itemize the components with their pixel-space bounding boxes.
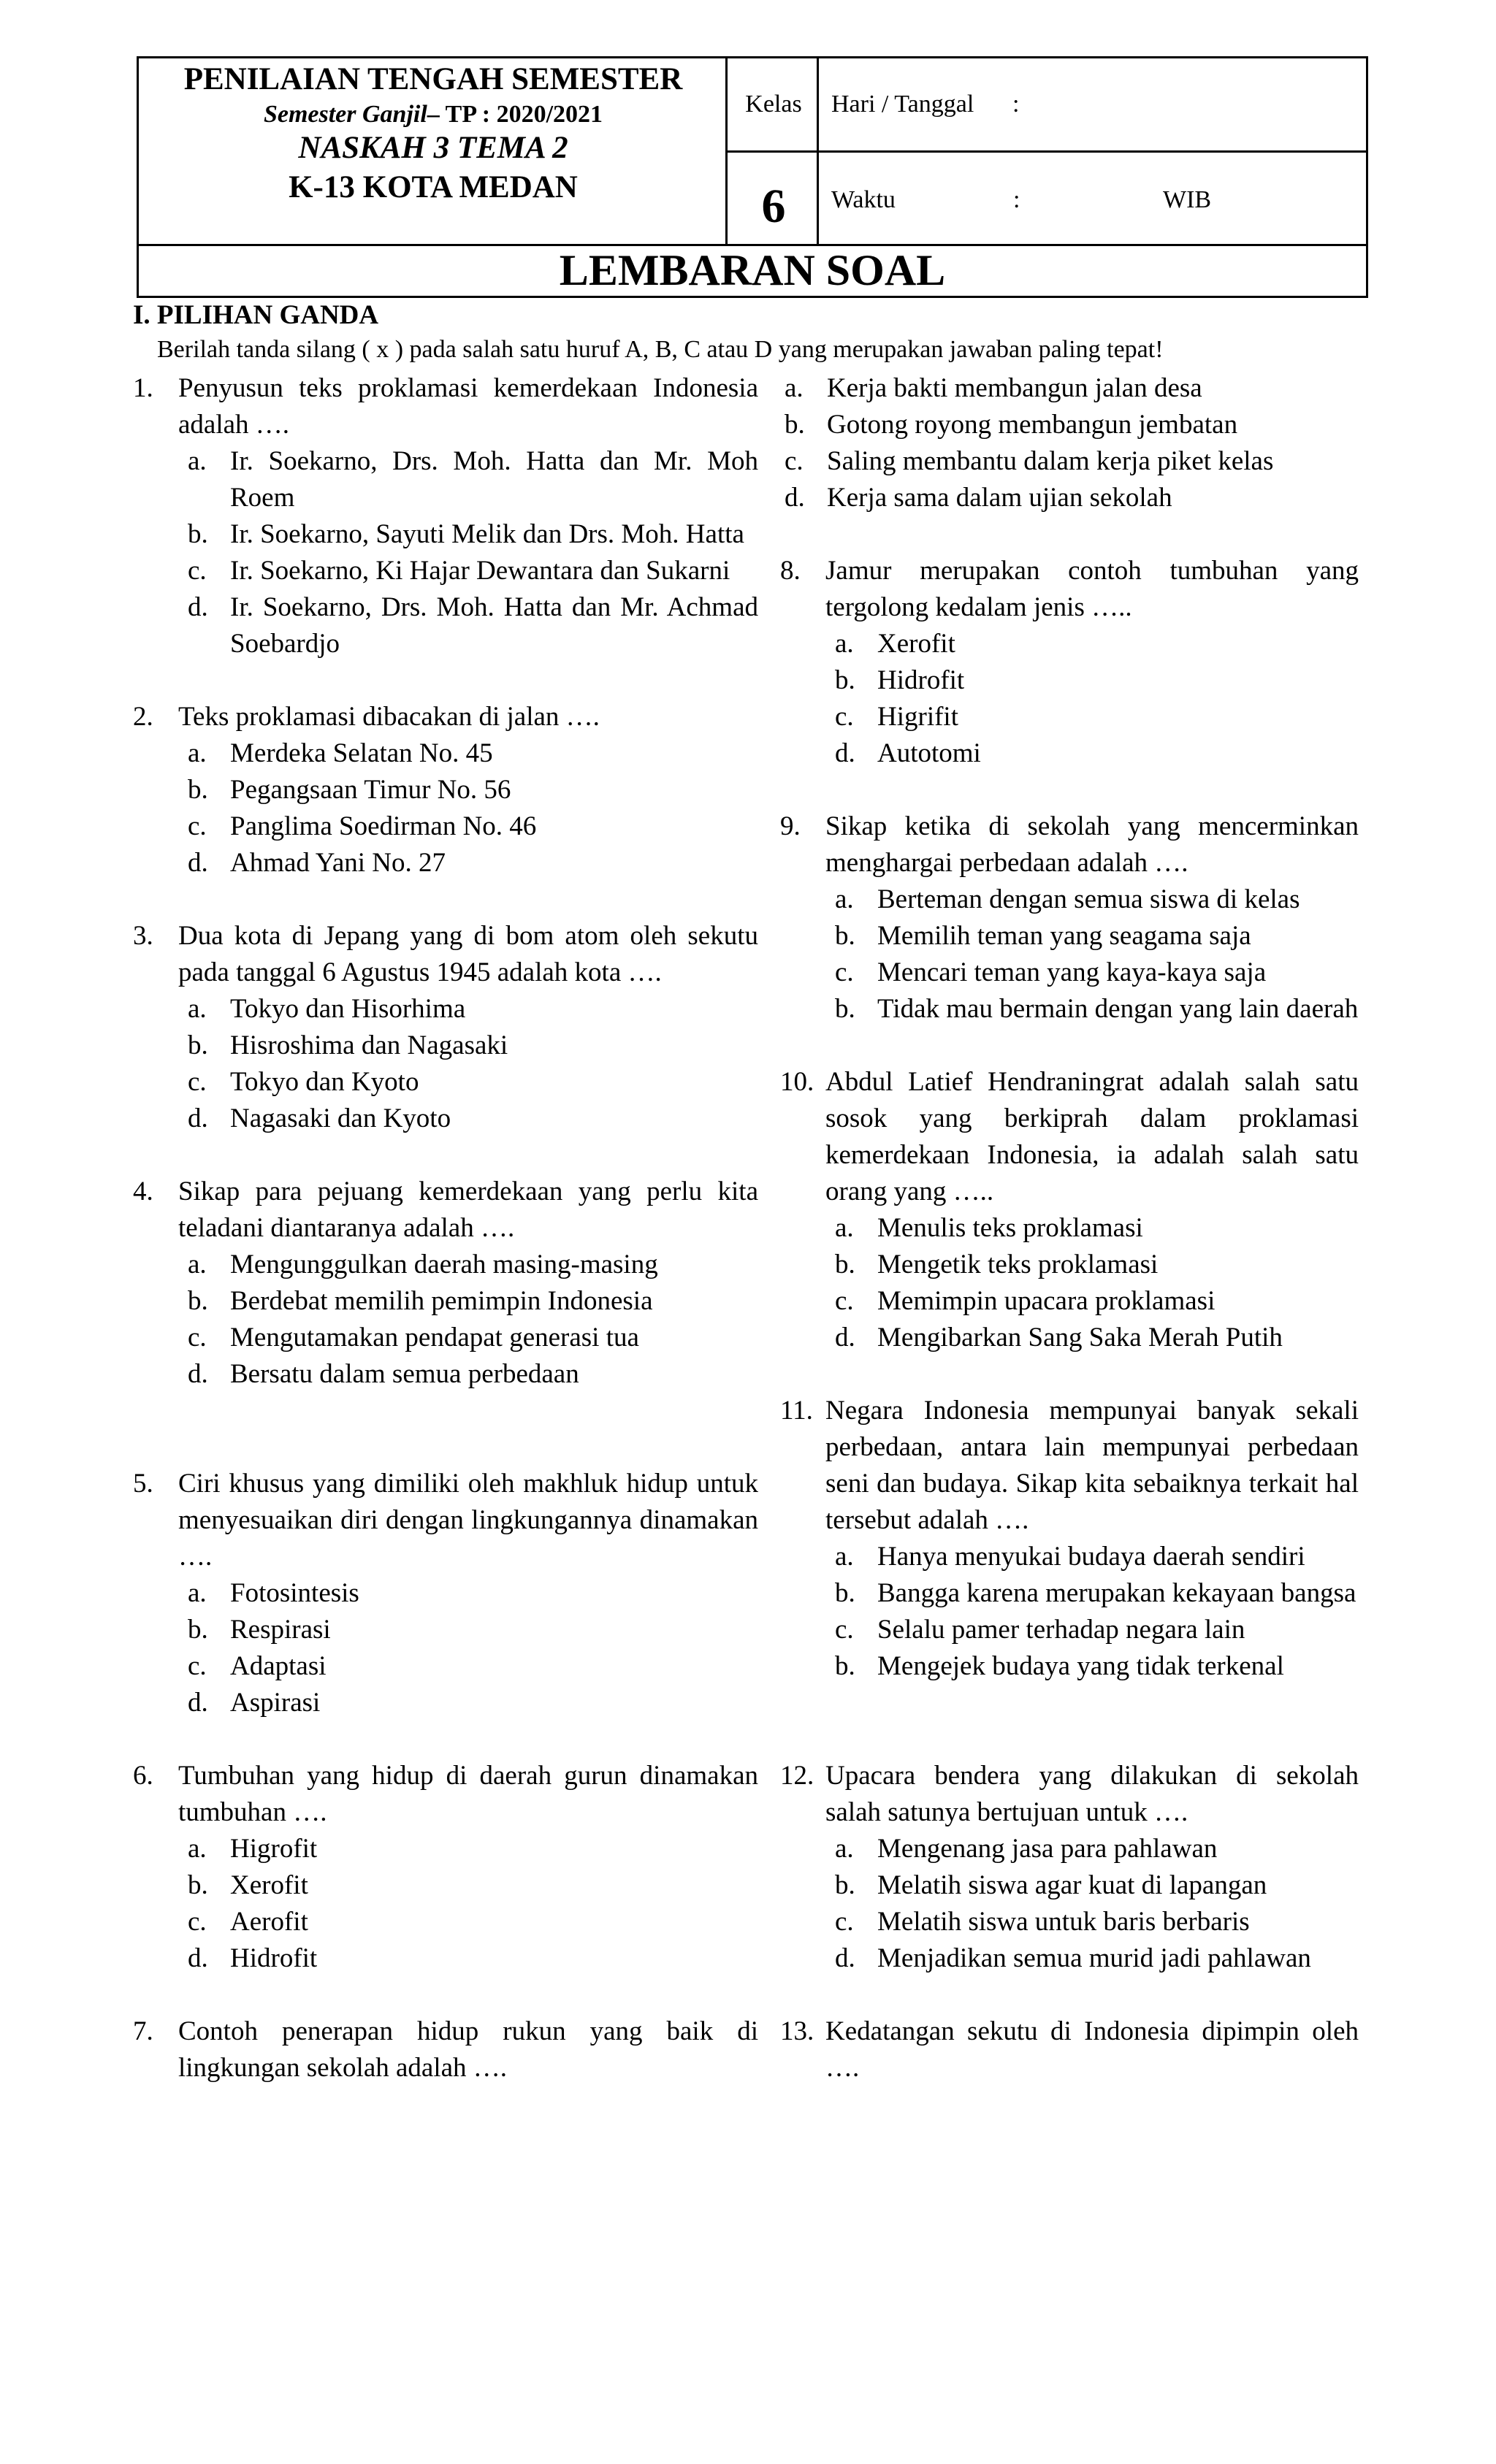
question-stem: Ciri khusus yang dimiliki oleh makhluk hidup untuk menyesuaikan diri dengan lingkungannya dinamakan ….: [178, 1469, 758, 1572]
curriculum-label: K-13 KOTA MEDAN: [289, 170, 578, 204]
option-letter: a.: [188, 738, 207, 768]
answer-option[interactable]: [835, 1612, 1359, 1648]
question-stem: Upacara bendera yang dilakukan di sekolah salah satunya bertujuan untuk ….: [825, 1761, 1359, 1827]
option-letter: a.: [835, 1542, 854, 1572]
school-year: – TP : 2020/2021: [427, 101, 603, 128]
answer-option[interactable]: [785, 407, 1359, 443]
option-text: Ir. Soekarno, Ki Hajar Dewantara dan Sukarni: [230, 556, 730, 586]
answer-option[interactable]: [835, 699, 1359, 735]
question-number: 9.: [780, 811, 801, 841]
question-number: 4.: [133, 1176, 153, 1206]
option-letter: b.: [188, 519, 208, 549]
option-letter: d.: [188, 1359, 208, 1389]
answer-option[interactable]: [188, 1648, 758, 1685]
answer-option[interactable]: [835, 1867, 1359, 1904]
option-letter: b.: [188, 1870, 208, 1900]
sheet-title: LEMBARAN SOAL: [559, 246, 946, 294]
answer-option[interactable]: [188, 443, 758, 516]
option-text: Nagasaki dan Kyoto: [230, 1103, 451, 1133]
option-text: Kerja sama dalam ujian sekolah: [827, 483, 1172, 513]
option-letter: a.: [188, 1250, 207, 1279]
option-text: Menulis teks proklamasi: [877, 1213, 1143, 1243]
option-text: Tokyo dan Hisorhima: [230, 994, 466, 1024]
option-text: Mengetik teks proklamasi: [877, 1250, 1159, 1279]
option-letter: d.: [188, 848, 208, 878]
question-item: [133, 1466, 758, 1721]
question-item: [780, 2013, 1359, 2086]
option-text: Mencari teman yang kaya-kaya saja: [877, 957, 1267, 987]
option-text: Memilih teman yang seagama saja: [877, 921, 1251, 951]
option-letter: c.: [188, 1067, 207, 1097]
answer-option[interactable]: [785, 443, 1359, 480]
kelas-label: Kelas: [745, 91, 802, 118]
option-text: Saling membantu dalam kerja piket kelas: [827, 446, 1274, 476]
semester-label: Semester Ganjil: [263, 101, 427, 128]
answer-option[interactable]: [835, 1283, 1359, 1320]
option-text: Kerja bakti membangun jalan desa: [827, 373, 1202, 403]
answer-option[interactable]: [188, 516, 758, 553]
option-letter: a.: [835, 629, 854, 659]
question-stem: Negara Indonesia mempunyai banyak sekali perbedaan, antara lain mempunyai perbedaan seni dan budaya. Sikap kita sebaiknya terkait hal tersebut adalah ….: [825, 1396, 1359, 1535]
waktu-colon: :: [1013, 186, 1020, 213]
question-stem: Dua kota di Jepang yang di bom atom oleh sekutu pada tanggal 6 Agustus 1945 adalah kota ….: [178, 921, 758, 987]
option-text: Bangga karena merupakan kekayaan bangsa: [877, 1578, 1356, 1608]
answer-option[interactable]: [835, 1539, 1359, 1575]
question-number: 11.: [780, 1396, 813, 1426]
kelas-value: 6: [761, 180, 786, 233]
option-letter: c.: [188, 1907, 207, 1937]
option-letter: a.: [835, 1834, 854, 1864]
option-text: Mengibarkan Sang Saka Merah Putih: [877, 1323, 1283, 1352]
answer-option[interactable]: [835, 918, 1359, 954]
option-text: Higrofit: [230, 1834, 318, 1864]
section-title: I. PILIHAN GANDA: [133, 300, 379, 330]
answer-option[interactable]: [188, 1283, 758, 1320]
option-letter: a.: [835, 884, 854, 914]
option-letter: b.: [188, 775, 208, 805]
option-letter: c.: [835, 702, 854, 732]
waktu-unit: WIB: [1163, 186, 1212, 213]
question-item: [780, 553, 1359, 772]
answer-option[interactable]: [785, 480, 1359, 516]
question-number: 6.: [133, 1761, 153, 1791]
option-letter: b.: [835, 1651, 855, 1681]
option-text: Aerofit: [230, 1907, 308, 1937]
option-letter: d.: [835, 738, 855, 768]
question-item: [133, 2013, 758, 2086]
answer-option[interactable]: [835, 1940, 1359, 1977]
question-stem: Sikap ketika di sekolah yang mencerminkan menghargai perbedaan adalah ….: [825, 811, 1359, 878]
option-text: Fotosintesis: [230, 1578, 359, 1608]
hari-tanggal-label: Hari / Tanggal: [831, 91, 974, 118]
option-text: Mengenang jasa para pahlawan: [877, 1834, 1218, 1864]
answer-option[interactable]: [188, 1356, 758, 1393]
option-text: Ir. Soekarno, Sayuti Melik dan Drs. Moh. Hatta: [230, 519, 744, 549]
question-item: [133, 1174, 758, 1393]
option-letter: d.: [835, 1323, 855, 1352]
option-letter: d.: [188, 1943, 208, 1973]
question-number: 2.: [133, 702, 153, 732]
questions-column-right: [780, 370, 1359, 2086]
option-letter: d.: [188, 1103, 208, 1133]
question-item: [133, 699, 758, 881]
question-item: [780, 808, 1359, 1028]
option-letter: d.: [188, 1688, 208, 1718]
option-letter: c.: [835, 1286, 854, 1316]
option-text: Melatih siswa agar kuat di lapangan: [877, 1870, 1267, 1900]
answer-option[interactable]: [188, 1064, 758, 1101]
option-letter: a.: [785, 373, 804, 403]
question-stem: Contoh penerapan hidup rukun yang baik di lingkungan sekolah adalah ….: [178, 2016, 758, 2083]
option-letter: b.: [835, 665, 855, 695]
option-letter: c.: [835, 1907, 854, 1937]
answer-option[interactable]: [835, 1320, 1359, 1356]
option-text: Ahmad Yani No. 27: [230, 848, 446, 878]
option-letter: c.: [785, 446, 804, 476]
option-text: Melatih siswa untuk baris berbaris: [877, 1907, 1250, 1937]
option-text: Mengutamakan pendapat generasi tua: [230, 1323, 639, 1352]
option-text: Tokyo dan Kyoto: [230, 1067, 419, 1097]
option-text: Memimpin upacara proklamasi: [877, 1286, 1216, 1316]
option-letter: a.: [188, 446, 207, 476]
answer-option[interactable]: [188, 1247, 758, 1283]
option-text: Adaptasi: [230, 1651, 327, 1681]
question-number: 7.: [133, 2016, 153, 2046]
option-letter: c.: [188, 1323, 207, 1352]
question-stem: Teks proklamasi dibacakan di jalan ….: [178, 702, 600, 732]
question-number: 8.: [780, 556, 801, 586]
option-letter: c.: [188, 1651, 207, 1681]
option-letter: a.: [188, 1578, 207, 1608]
question-stem: Kedatangan sekutu di Indonesia dipimpin oleh ….: [825, 2016, 1359, 2083]
option-text: Selalu pamer terhadap negara lain: [877, 1615, 1245, 1645]
answer-option[interactable]: [188, 1320, 758, 1356]
option-text: Xerofit: [230, 1870, 308, 1900]
answer-option[interactable]: [785, 370, 1359, 407]
answer-option[interactable]: [835, 626, 1359, 662]
answer-option[interactable]: [835, 1575, 1359, 1612]
option-letter: a.: [188, 1834, 207, 1864]
option-text: Mengejek budaya yang tidak terkenal: [877, 1651, 1284, 1681]
option-text: Gotong royong membangun jembatan: [827, 410, 1238, 440]
question-stem: Sikap para pejuang kemerdekaan yang perlu kita teladani diantaranya adalah ….: [178, 1176, 758, 1243]
option-text: Hanya menyukai budaya daerah sendiri: [877, 1542, 1305, 1572]
question-number: 3.: [133, 921, 153, 951]
option-text: Berdebat memilih pemimpin Indonesia: [230, 1286, 653, 1316]
answer-option[interactable]: [188, 589, 758, 662]
option-letter: d.: [835, 1943, 855, 1973]
option-letter: d.: [188, 592, 208, 622]
answer-option[interactable]: [188, 845, 758, 881]
answer-option[interactable]: [835, 1247, 1359, 1283]
option-text: Berteman dengan semua siswa di kelas: [877, 884, 1300, 914]
answer-option[interactable]: [188, 1028, 758, 1064]
option-text: Panglima Soedirman No. 46: [230, 811, 537, 841]
option-letter: b.: [785, 410, 805, 440]
answer-option[interactable]: [188, 772, 758, 808]
option-letter: c.: [188, 556, 207, 586]
answer-option[interactable]: [188, 1685, 758, 1721]
option-text: Menjadikan semua murid jadi pahlawan: [877, 1943, 1311, 1973]
option-text: Ir. Soekarno, Drs. Moh. Hatta dan Mr. Achmad Soebardjo: [230, 592, 758, 659]
question-item: [133, 370, 758, 662]
question-item: [780, 1064, 1359, 1356]
option-letter: c.: [188, 811, 207, 841]
answer-option[interactable]: [835, 1831, 1359, 1867]
option-text: Hisroshima dan Nagasaki: [230, 1030, 508, 1060]
naskah-label: NASKAH 3 TEMA 2: [298, 131, 568, 165]
option-text: Ir. Soekarno, Drs. Moh. Hatta dan Mr. Moh Roem: [230, 446, 758, 513]
option-text: Mengunggulkan daerah masing-masing: [230, 1250, 658, 1279]
answer-option[interactable]: [835, 662, 1359, 699]
questions-column-left: [133, 370, 758, 2086]
option-letter: b.: [835, 921, 855, 951]
question-stem: Abdul Latief Hendraningrat adalah salah satu sosok yang berkiprah dalam proklamasi kemerdekaan Indonesia, ia adalah salah satu orang yang …..: [825, 1067, 1359, 1206]
answer-option[interactable]: [835, 1904, 1359, 1940]
header-table: [137, 56, 1368, 298]
option-text: Merdeka Selatan No. 45: [230, 738, 493, 768]
question-number: 5.: [133, 1469, 153, 1499]
option-letter: a.: [188, 994, 207, 1024]
option-letter: b.: [188, 1615, 208, 1645]
answer-option[interactable]: [835, 1648, 1359, 1685]
question-number: 10.: [780, 1067, 814, 1097]
option-text: Xerofit: [877, 629, 955, 659]
question-stem: Jamur merupakan contoh tumbuhan yang tergolong kedalam jenis …..: [825, 556, 1359, 622]
question-item: [780, 1758, 1359, 1977]
question-number: 13.: [780, 2016, 814, 2046]
option-text: Hidrofit: [230, 1943, 318, 1973]
exam-title: PENILAIAN TENGAH SEMESTER: [183, 62, 683, 96]
option-letter: b.: [835, 1578, 855, 1608]
answer-option[interactable]: [835, 991, 1359, 1028]
semester-line: [139, 101, 728, 129]
question-item: [133, 1758, 758, 1977]
option-text: Bersatu dalam semua perbedaan: [230, 1359, 579, 1389]
option-letter: c.: [835, 1615, 854, 1645]
option-letter: b.: [835, 1250, 855, 1279]
option-text: Respirasi: [230, 1615, 331, 1645]
option-letter: b.: [835, 1870, 855, 1900]
question-stem: Penyusun teks proklamasi kemerdekaan Indonesia adalah ….: [178, 373, 758, 440]
option-letter: d.: [785, 483, 805, 513]
option-letter: a.: [835, 1213, 854, 1243]
option-text: Pegangsaan Timur No. 56: [230, 775, 511, 805]
option-letter: c.: [835, 957, 854, 987]
option-letter: b.: [835, 994, 855, 1024]
answer-option[interactable]: [188, 1575, 758, 1612]
section-instruction: Berilah tanda silang ( x ) pada salah satu huruf A, B, C atau D yang merupakan jawaban paling tepat!: [157, 336, 1164, 363]
option-text: Higrifit: [877, 702, 958, 732]
answer-option[interactable]: [188, 735, 758, 772]
option-text: Aspirasi: [230, 1688, 321, 1718]
question-item: [133, 918, 758, 1137]
answer-option[interactable]: [188, 1612, 758, 1648]
answer-option[interactable]: [188, 1904, 758, 1940]
waktu-label: Waktu: [831, 186, 896, 213]
hari-tanggal-colon: :: [1012, 91, 1020, 118]
answer-option[interactable]: [835, 735, 1359, 772]
header-divider: [725, 150, 1366, 153]
answer-option[interactable]: [188, 1867, 758, 1904]
answer-option[interactable]: [835, 881, 1359, 918]
question-stem: Tumbuhan yang hidup di daerah gurun dinamakan tumbuhan ….: [178, 1761, 758, 1827]
answer-option[interactable]: [188, 991, 758, 1028]
option-letter: b.: [188, 1030, 208, 1060]
answer-option[interactable]: [835, 954, 1359, 991]
question-number: 12.: [780, 1761, 814, 1791]
question-number: 1.: [133, 373, 153, 403]
answer-option[interactable]: [188, 1831, 758, 1867]
answer-option[interactable]: [188, 1101, 758, 1137]
answer-option[interactable]: [835, 1210, 1359, 1247]
answer-option[interactable]: [188, 1940, 758, 1977]
answer-option[interactable]: [188, 553, 758, 589]
question-item: [780, 1393, 1359, 1685]
option-text: Tidak mau bermain dengan yang lain daerah: [877, 994, 1359, 1024]
option-text: Autotomi: [877, 738, 981, 768]
option-letter: b.: [188, 1286, 208, 1316]
answer-option[interactable]: [188, 808, 758, 845]
option-text: Hidrofit: [877, 665, 965, 695]
